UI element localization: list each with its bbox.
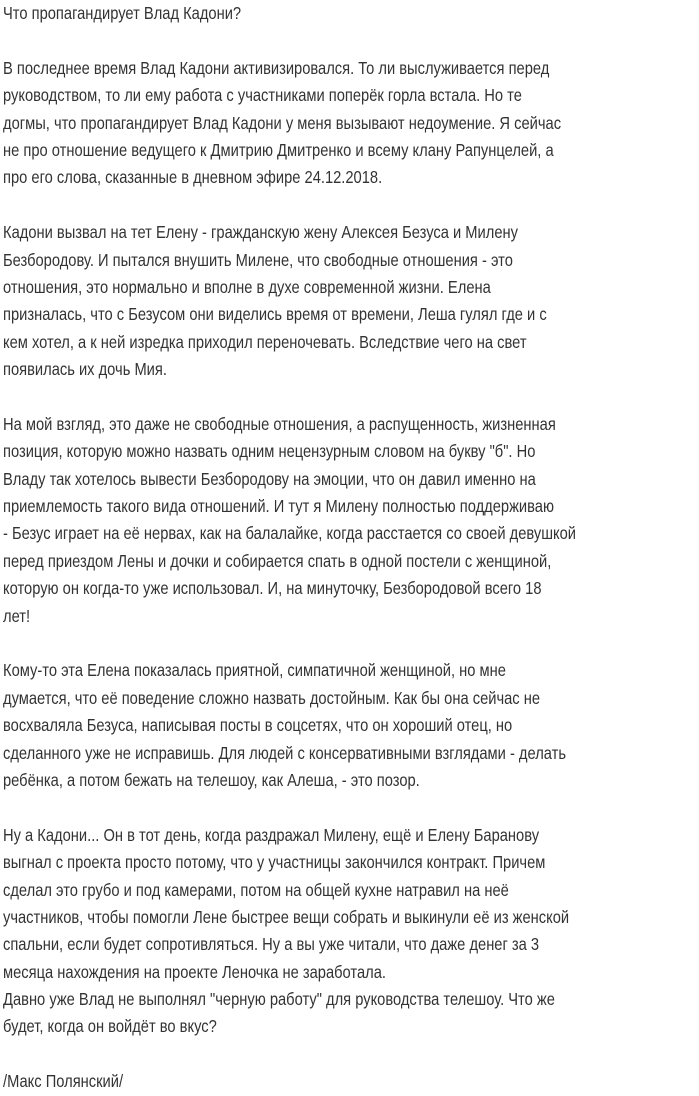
article-title: Что пропагандирует Влад Кадони? <box>3 3 242 23</box>
text-line: - Безус играет на её нервах, как на балалайке, когда расстается со своей девушкой <box>3 523 576 544</box>
text-line: сделанного уже не исправишь. Для людей с консервативными взглядами - делать <box>3 742 567 763</box>
text-line: Безбородову. И пытался внушить Милене, что свободные отношения - это <box>3 249 513 270</box>
text-line: На мой взгляд, это даже не свободные отношения, а распущенность, жизненная <box>3 413 556 434</box>
text-line: появилась их дочь Мия. <box>3 359 167 380</box>
text-line: кем хотел, а к ней изредка приходил переночевать. Вследствие чего на свет <box>3 331 527 352</box>
text-line: приемлемость такого вида отношений. И тут я Милену полностью поддерживаю <box>3 496 554 517</box>
text-line: сделал это грубо и под камерами, потом на общей кухне натравил на неё <box>3 879 509 900</box>
text-line: про его слова, сказанные в дневном эфире 24.12.2018. <box>3 167 383 188</box>
text-line: руководством, то ли ему работа с участниками поперёк горла встала. Но те <box>3 85 522 106</box>
text-line: перед приездом Лены и дочки и собирается спать в одной постели с женщиной, <box>3 550 552 571</box>
text-line: думается, что её поведение сложно назвать достойным. Как бы она сейчас не <box>3 687 541 708</box>
text-line: ребёнка, а потом бежать на телешоу, как Алеша, - это позор. <box>3 769 420 790</box>
article <box>3 0 699 1096</box>
text-line: Кадони вызвал на тет Елену - гражданскую жену Алексея Безуса и Милену <box>3 222 518 243</box>
paragraph-2 <box>3 219 699 383</box>
text-line: выгнал с проекта просто потому, что у участницы закончился контракт. Причем <box>3 852 546 873</box>
text-line: отношения, это нормально и вполне в духе современной жизни. Елена <box>3 276 491 297</box>
text-line: В последнее время Влад Кадони активизировался. То ли выслуживается перед <box>3 57 550 78</box>
text-line: не про отношение ведущего к Дмитрию Дмитренко и всему клану Рапунцелей, а <box>3 139 554 160</box>
text-line: Кому-то эта Елена показалась приятной, симпатичной женщиной, но мне <box>3 660 506 681</box>
author-signature: /Макс Полянский/ <box>3 1071 124 1092</box>
text-line: лет! <box>3 605 31 626</box>
text-line: спальни, если будет сопротивляться. Ну а вы уже читали, что даже денег за 3 <box>3 934 540 955</box>
text-line: догмы, что пропагандирует Влад Кадони у меня вызывают недоумение. Я сейчас <box>3 112 562 133</box>
text-line: месяца нахождения на проекте Леночка не заработала. <box>3 961 386 982</box>
text-line: Владу так хотелось вывести Безбородову на эмоции, что он давил именно на <box>3 468 536 489</box>
paragraph-3 <box>3 411 699 630</box>
paragraph-5 <box>3 822 699 1041</box>
text-line: призналась, что с Безусом они виделись время от времени, Леша гулял где и с <box>3 304 547 325</box>
text-line: Давно уже Влад не выполнял "черную работу" для руководства телешоу. Что же <box>3 989 555 1010</box>
text-line: Ну а Кадони... Он в тот день, когда раздражал Милену, ещё и Елену Баранову <box>3 824 540 845</box>
paragraph-4 <box>3 657 699 794</box>
text-line: которую он когда-то уже использовал. И, на минуточку, Безбородовой всего 18 <box>3 578 542 599</box>
text-line: позиция, которую можно назвать одним нецензурным словом на букву "б". Но <box>3 441 536 462</box>
text-line: участников, чтобы помогли Лене быстрее вещи собрать и выкинули её из женской <box>3 906 570 927</box>
text-line: восхваляла Безуса, написывая посты в соцсетях, что он хороший отец, но <box>3 715 513 736</box>
text-line: будет, когда он войдёт во вкус? <box>3 1016 217 1037</box>
paragraph-1 <box>3 55 699 192</box>
